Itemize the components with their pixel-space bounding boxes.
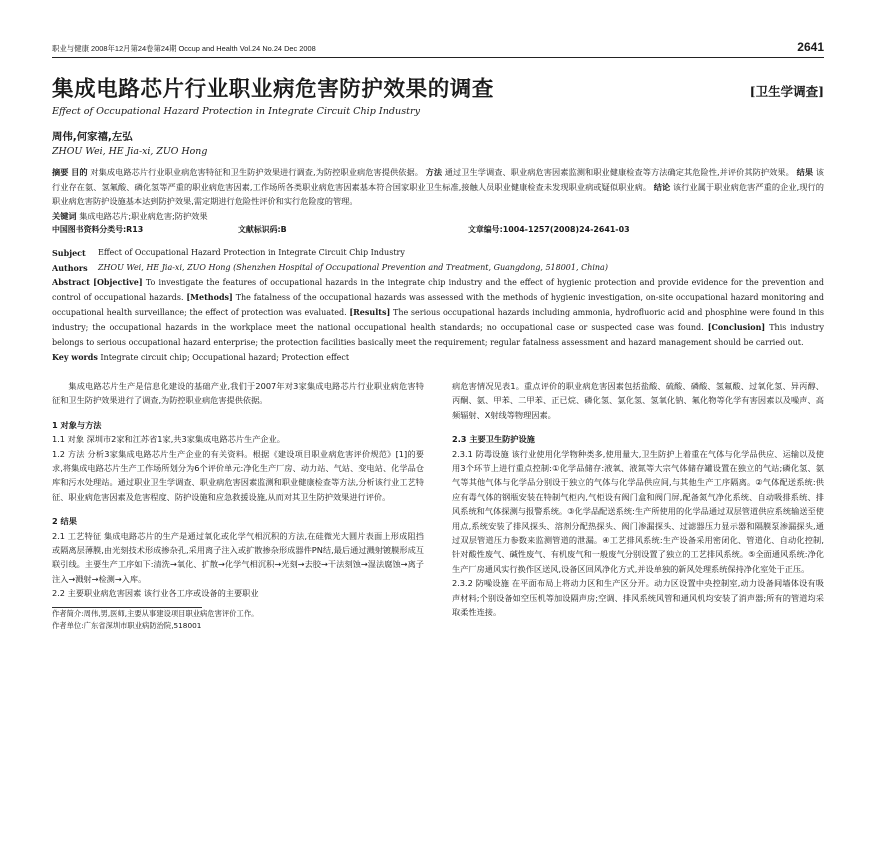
methods-text: 通过卫生学调查、职业病危害因素监测和职业健康检查等方法确定其危险性,并评价其防护效果。 <box>444 167 794 177</box>
section-1-1: 1.1 对象 深圳市2家和江苏省1家,共3家集成电路芯片生产企业。 <box>52 434 285 445</box>
objective-en: To investigate the features of occupational hazards in the integrate chip industry and the effect of hygienic protection and provide evidence for the prevention and control of occupational hazards. <box>52 277 824 302</box>
body-columns <box>52 379 824 632</box>
section-2-3-heading: 2.3 主要卫生防护设施 <box>452 434 535 445</box>
doc-code: B <box>280 225 287 235</box>
authors-en-label: Authors <box>52 262 88 273</box>
article-no-label: 文章编号: <box>468 225 503 235</box>
authors-en: ZHOU Wei, HE Jia-xi, ZUO Hong <box>52 146 208 157</box>
hazards-paragraph: 病危害情况见表1。重点评价的职业病危害因素包括盐酸、硫酸、磷酸、氢氟酸、过氧化氢、异丙醇、丙酮、氨、甲苯、二甲苯、正已烷、磷化氢、氯化氢、氢氧化钠、氟化物等化学有害因素以及噪声、高频辐射、X射线等物理因素。 <box>452 381 824 420</box>
authors-affiliation: ZHOU Wei, HE Jia-xi, ZUO Hong (Shenzhen Hospital of Occupational Prevention and Treatment, Guangdong, 518001, China) <box>98 262 608 272</box>
methods-en-label: [Methods] <box>186 291 233 302</box>
title-row <box>52 72 824 103</box>
page-number: 2641 <box>797 40 824 54</box>
article-title-cn: 集成电路芯片行业职业病危害防护效果的调查 <box>52 77 495 102</box>
clc-label: 中国图书资料分类号: <box>52 225 127 235</box>
section-2-1: 2.1 工艺特征 集成电路芯片的生产是通过氧化或化学气相沉积的方法,在硅微光大圆片表面上形成阻挡或隔离层薄膜,由光刻技术形成掺杂孔,采用离子注入或扩散掺杂形成器件PN结,最后通过溅射镀膜形成互联引线。主要生产工序如下:清洗→氧化、扩散→化学气相沉积→光刻→去胶→干法刻蚀→湿法腐蚀→离子注入→溅射→检测→入库。 <box>52 530 424 584</box>
intro-paragraph: 集成电路芯片生产是信息化建设的基础产业,我们于2007年对3家集成电路芯片行业职业病危害特征和卫生防护效果进行了调查,为防控职业病危害提供依据。 <box>52 381 424 406</box>
classification-row <box>52 223 824 236</box>
results-text: 该行业存在氨、氢氟酸、磷化氢等严重的职业病危害因素,工作场所各类职业病危害因素基本符合国家职业卫生标准,接触人员职业健康检查未发现职业病或疑似职业病。 <box>52 167 824 192</box>
keywords-en: Integrate circuit chip; Occupational hazard; Protection effect <box>100 352 350 362</box>
abstract-en <box>52 246 824 365</box>
results-en: The serious occupational hazards including ammonia, hydrofluoric acid and phosphine were found in this industry; the occupational hazards in the workplace meet the national occupational health standards; no occupational case or suspected case was found. <box>52 308 824 333</box>
objective-text: 对集成电路芯片行业职业病危害特征和卫生防护效果进行调查,为防控职业病危害提供依据。 <box>90 167 423 177</box>
abstract-label: 摘要 <box>52 167 69 177</box>
clc-code: R13 <box>126 225 144 235</box>
conclusion-en-label: [Conclusion] <box>707 322 766 333</box>
keywords-cn: 集成电路芯片;职业病危害;防护效果 <box>79 210 208 221</box>
keywords-en-label: Key words <box>52 351 98 362</box>
conclusion-en: This industry belongs to serious occupational hazard enterprise; the protection facilities basically meet the requirement; regular fatalness assessment and hazard management should be carried out. <box>52 323 824 347</box>
methods-label: 方法 <box>425 167 443 177</box>
doc-code-label: 文献标识码: <box>238 225 281 235</box>
article-title-en: Effect of Occupational Hazard Protection in Integrate Circuit Chip Industry <box>52 106 420 117</box>
running-head-left: 职业与健康 2008年12月第24卷第24期 Occup and Health Vol.24 No.24 Dec 2008 <box>52 44 316 53</box>
methods-en: The fatalness of the occupational hazards was assessed with the methods of hygienic investigation, on-site occupational hazard monitoring and occupational health surveillance; the effect of protection was evaluated. <box>52 292 824 318</box>
running-head <box>52 40 824 58</box>
results-en-label: [Results] <box>349 307 391 318</box>
conclusion-label: 结论 <box>653 181 671 192</box>
results-label: 结果 <box>796 167 814 177</box>
section-2-2: 2.2 主要职业病危害因素 该行业各工序或设备的主要职业 <box>52 588 259 599</box>
authors-cn: 周伟,何家禧,左弘 <box>52 131 133 143</box>
keywords-cn-label: 关键词 <box>52 210 77 221</box>
subject-label: Subject <box>52 248 86 259</box>
objective-label: 目的 <box>71 167 88 177</box>
article-no: 1004-1257(2008)24-2641-03 <box>502 225 630 235</box>
column-tag: [卫生学调查] <box>749 84 824 99</box>
subject-text: Effect of Occupational Hazard Protection in Integrate Circuit Chip Industry <box>98 248 405 258</box>
abstract-cn <box>52 165 824 223</box>
abstract-en-label: Abstract <box>52 276 90 287</box>
author-unit-note: 作者单位:广东省深圳市职业病防治院,518001 <box>52 620 202 630</box>
right-column <box>452 379 824 632</box>
section-1-2: 1.2 方法 分析3家集成电路芯片生产企业的有关资料。根据《建设项目职业病危害评价规范》[1]的要求,将集成电路芯片生产工作场所划分为6个评价单元:净化生产厂房、动力站、气站、变电站、化学品仓库和污水处理站。通过职业卫生学调查、职业病危害因素监测和职业健康检查等方法,分析该行业工艺特征、职业病危害因素及危害程度、防护设施和应急救援设施,从而对其卫生防护效果进行评价。 <box>52 448 424 502</box>
article-page <box>52 40 824 816</box>
section-2-3-2: 2.3.2 防噪设施 在平面布局上将动力区和生产区分开。动力区设置中央控制室,动力设备间墙体设有吸声材料;个别设备如空压机等加设隔声房;空调、排风系统风管和通风机均安装了消声器;所有的管道均采取柔性连接。 <box>452 578 824 618</box>
left-column <box>52 379 424 632</box>
conclusion-text: 该行业属于职业病危害严重的企业,现行的职业病危害防护设施基本达到防护效果,需定期进行危险性评价和实行危险度的管理。 <box>52 181 824 207</box>
section-2-3-1: 2.3.1 防毒设施 该行业使用化学物种类多,使用量大,卫生防护上着重在气体与化学品供应、运输以及使用3个环节上进行重点控制:①化学品储存:液氧、液氮等大宗气体储存罐设置在独立的气站;磷化氢、氨气等其他气体与化学品分别设于独立的气体与化学品供应间,与其他生产工序隔离。②气体配送系统:供应有毒气体的钢瓶安装在特制气柜内,气柜设有阀门盒和阀门屏,配备氮气净化系统、自动吸排系统、排风系统和气体探测与报警系统。③化学品配送系统:生产所使用的化学品通过双层管道供应系统输送至使用点,系统安装了排风探头、溶剂分配热探头、阀门渗漏探头、过滤器压力显示器和隔膜泵渗漏探头,通过双层管道压力参数来监测管道的泄漏。④工艺排风系统:生产设备采用密闭化、管道化、自动化控制,针对酸性废气、碱性废气、有机废气和一般废气分别设置了独立的工艺排风系统。⑤全面通风系统:净化生产厂房通风实行换作区送风,设备区回风净化方式,并设单独的新风处理系统保持净化室处于正压。 <box>452 448 824 574</box>
section-2-heading: 2 结果 <box>52 516 77 527</box>
author-bio-note: 作者简介:周伟,男,医师,主要从事建设项目职业病危害评价工作。 <box>52 608 259 618</box>
section-1-heading: 1 对象与方法 <box>52 419 102 430</box>
objective-en-label: [Objective] <box>93 276 143 287</box>
